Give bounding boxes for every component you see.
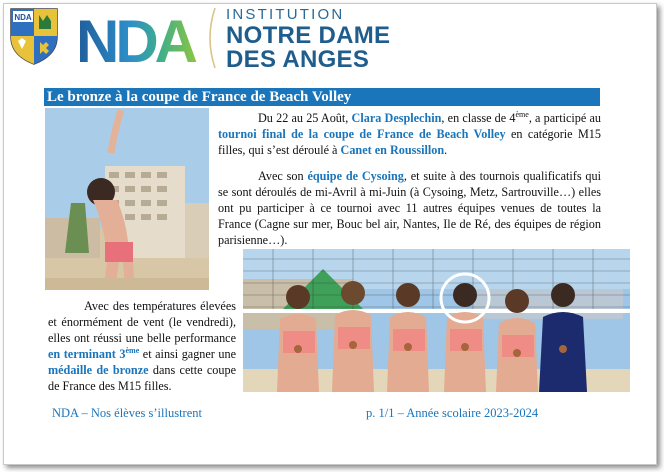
- p2-text-2: , et suite à des tournois qualificatifs qui se sont déroulés de mi-Avril à mi-Juin (à Cysoing, Metz, Sartrouville…) elles ont pu participer à ce tournoi avec 11 autres équipes venues de toutes la France (Cagne sur mer, Bouc bel air, Nantes, Ile de Ré, des équipes de région parisienne…).: [218, 169, 601, 247]
- event-name: tournoi final de la coupe de France de Beach Volley: [218, 127, 506, 141]
- crest-text: NDA: [14, 13, 32, 22]
- school-crest-icon: [9, 7, 59, 65]
- p3-text-3: dans cette coupe de France des M15 filles.: [48, 363, 236, 393]
- p1-text-5: .: [444, 143, 448, 157]
- p1-text-2: , en classe de 4: [441, 111, 516, 125]
- logo-text: NDA: [76, 10, 194, 68]
- brand-line-des-anges: DES ANGES: [226, 46, 370, 73]
- final-rank: en terminant 3: [48, 347, 126, 361]
- footer-left: NDA – Nos élèves s’illustrent: [52, 406, 202, 420]
- p3-text-1: Avec des températures élevées et énormément de vent (le vendredi), elles ont réussi une belle performance: [48, 299, 236, 345]
- team-photo: [243, 249, 630, 392]
- event-place: Canet en Roussillon: [340, 143, 445, 157]
- medal-name: médaille de bronze: [48, 363, 149, 377]
- player-photo: [45, 108, 209, 290]
- p1-text-3: , a participé au: [528, 111, 602, 125]
- p2-text-1: Avec son: [258, 169, 308, 183]
- article-title: Le bronze à la coupe de France de Beach Volley: [44, 88, 600, 106]
- nda-logo: [76, 10, 201, 68]
- footer-right: p. 1/1 – Année scolaire 2023-2024: [366, 406, 539, 420]
- student-name: Clara Desplechin: [351, 111, 442, 125]
- brand-line-notre-dame: NOTRE DAME: [226, 22, 391, 49]
- paragraph-result: [48, 298, 236, 394]
- team-name: équipe de Cysoing: [307, 169, 404, 183]
- paragraph-intro: [218, 110, 601, 158]
- p1-text-1: Du 22 au 25 Août,: [258, 111, 352, 125]
- p1-sup: ème: [515, 109, 529, 119]
- p1-text-4: en catégorie M15 filles, qui s’est déroulé à: [218, 127, 601, 157]
- brand-name: [226, 7, 390, 72]
- paragraph-team: [218, 168, 601, 248]
- p3-text-2: et ainsi gagner une: [139, 347, 237, 361]
- p3-sup: ème: [125, 345, 140, 355]
- logo-divider: [203, 6, 217, 70]
- brand-line-institution: INSTITUTION: [226, 6, 345, 23]
